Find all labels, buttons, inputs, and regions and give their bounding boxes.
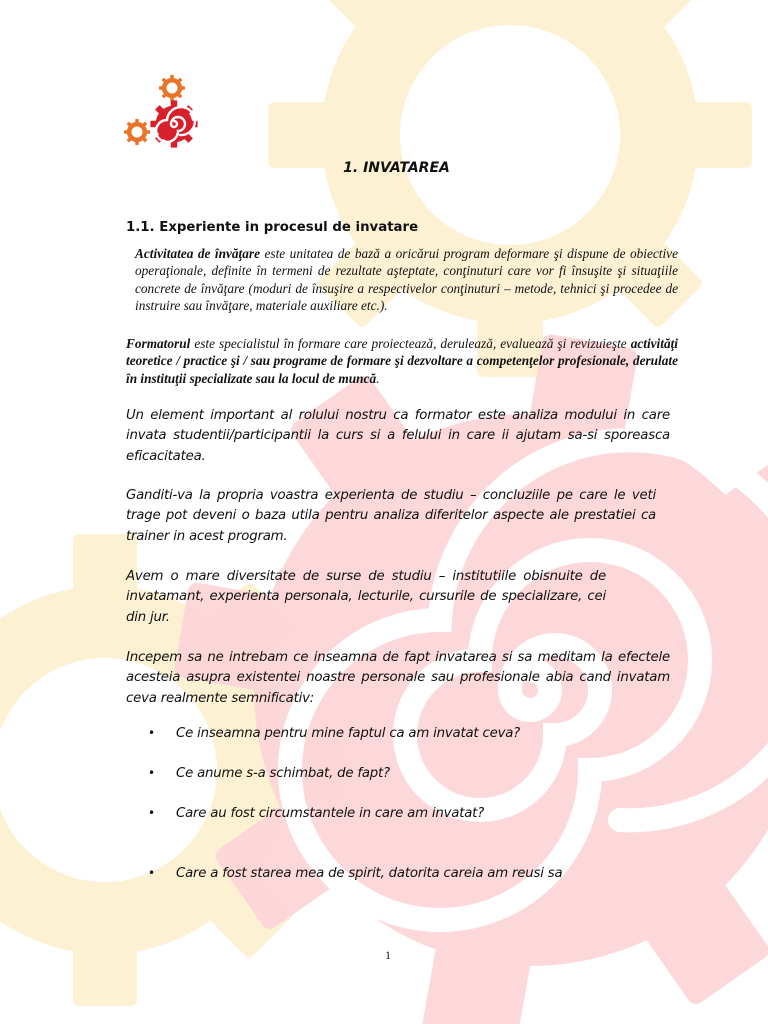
page-number: 1: [385, 948, 391, 962]
section-heading: 1.1. Experiente in procesul de invatare: [126, 220, 419, 235]
chapter-title: 1. INVATAREA: [343, 160, 450, 176]
term-learning-activity: Activitatea de învăţare: [135, 246, 260, 261]
paragraph-learning-activity-text: este unitatea de bază a oricărui program deformare şi dispune de obiective operaţionale, definite în termeni de rezultate aşteptate, conţinuturi care vor fi însuşite şi situaţiile concrete de învăţare (moduri de însuşire a respectivelor conţinuturi – metode, tehnici şi procedee de instruire sau învăţare, materiale auxiliare etc.).: [135, 246, 678, 313]
paragraph-trainer: [126, 335, 678, 387]
paragraph-trainer-emphasis: activităţi teoretice / practice şi / sau programe de formare şi dezvoltare a competenţelor profesionale, derulate în instituţii specializate sau la locul de muncă: [126, 336, 678, 386]
paragraph-trainer-role: Un element important al rolului nostru ca formator este analiza modului in care invata studentii/participantii la curs si a felului in care ii ajutam sa-si sporeasca eficacitatea.: [126, 408, 670, 464]
paragraph-own-experience: Ganditi-va la propria voastra experienta de studiu – concluziile pe care le veti trage pot deveni o baza utila pentru analiza diferitelor aspecte ale prestatiei ca trainer in acest program.: [126, 488, 656, 544]
paragraph-trainer-text: este specialistul în formare care proiectează, derulează, evaluează şi revizuieşte: [190, 336, 631, 351]
paragraph-study-sources: Avem o mare diversitate de surse de studiu – institutiile obisnuite de invatamant, experienta personala, lecturile, cursurile de specializare, cei din jur.: [126, 569, 606, 625]
bullet-icon: •: [148, 806, 155, 820]
bullet-icon: •: [148, 726, 155, 740]
bullet-icon: •: [148, 866, 155, 880]
paragraph-learning-activity: [135, 245, 678, 314]
page: 1. INVATAREA 1.1. Experiente in procesul de invatare Activitatea de învăţare este unitatea de bază a oricărui program deformare şi dispune de obiective operaţionale, definite în termeni de rezultate aşteptate, conţinuturi care vor fi însuşite şi situaţiile concrete de învăţare (moduri de însuşire a respectivelor conţinuturi – metode, tehnici şi procedee de instruire sau învăţare, materiale auxiliare etc.). Formatorul este specialistul în formare care proiectează, derulează, evaluează şi revizuieşte activităţi teoretice / practice şi / sau programe de formare şi dezvoltare a competenţelor profesionale, derulate în instituţii specializate sau la locul de muncă. Un element important al rolului nostru ca formator este analiza modului in care invata studentii/participantii la curs si a felului in care ii ajutam sa-si sporeasca eficacitatea. Ganditi-va la propria voastra experienta de studiu – concluziile pe care le veti trage pot deveni o baza utila pentru analiza diferitelor aspecte ale prestatiei ca trainer in acest program. Avem o mare diversitate de surse de studiu – institutiile obisnuite de invatamant, experienta personala, lecturile, cursurile de specializare, cei din jur. Incepem sa ne intrebam ce inseamna de fapt invatarea si sa meditam la efectele acesteia asupra existentei noastre personale sau profesionale abia cand invatam ceva realmente semnificativ: • Ce inseamna pentru mine faptul ca am invatat ceva? • Ce anume s-a schimbat, de fapt? • Care au fost circumstantele in care am invatat? • Care a fost starea mea de spirit, datorita careia am reusi sa 1: [0, 0, 768, 1024]
paragraph-trainer-end: .: [376, 370, 380, 386]
paragraph-meaning-of-learning: Incepem sa ne intrebam ce inseamna de fapt invatarea si sa meditam la efectele acesteia asupra existentei noastre personale sau profesionale abia cand invatam ceva realmente semnificativ:: [126, 650, 670, 706]
gears-logo-icon: [120, 68, 204, 154]
term-trainer: Formatorul: [126, 336, 191, 351]
bullet-icon: •: [148, 766, 155, 780]
